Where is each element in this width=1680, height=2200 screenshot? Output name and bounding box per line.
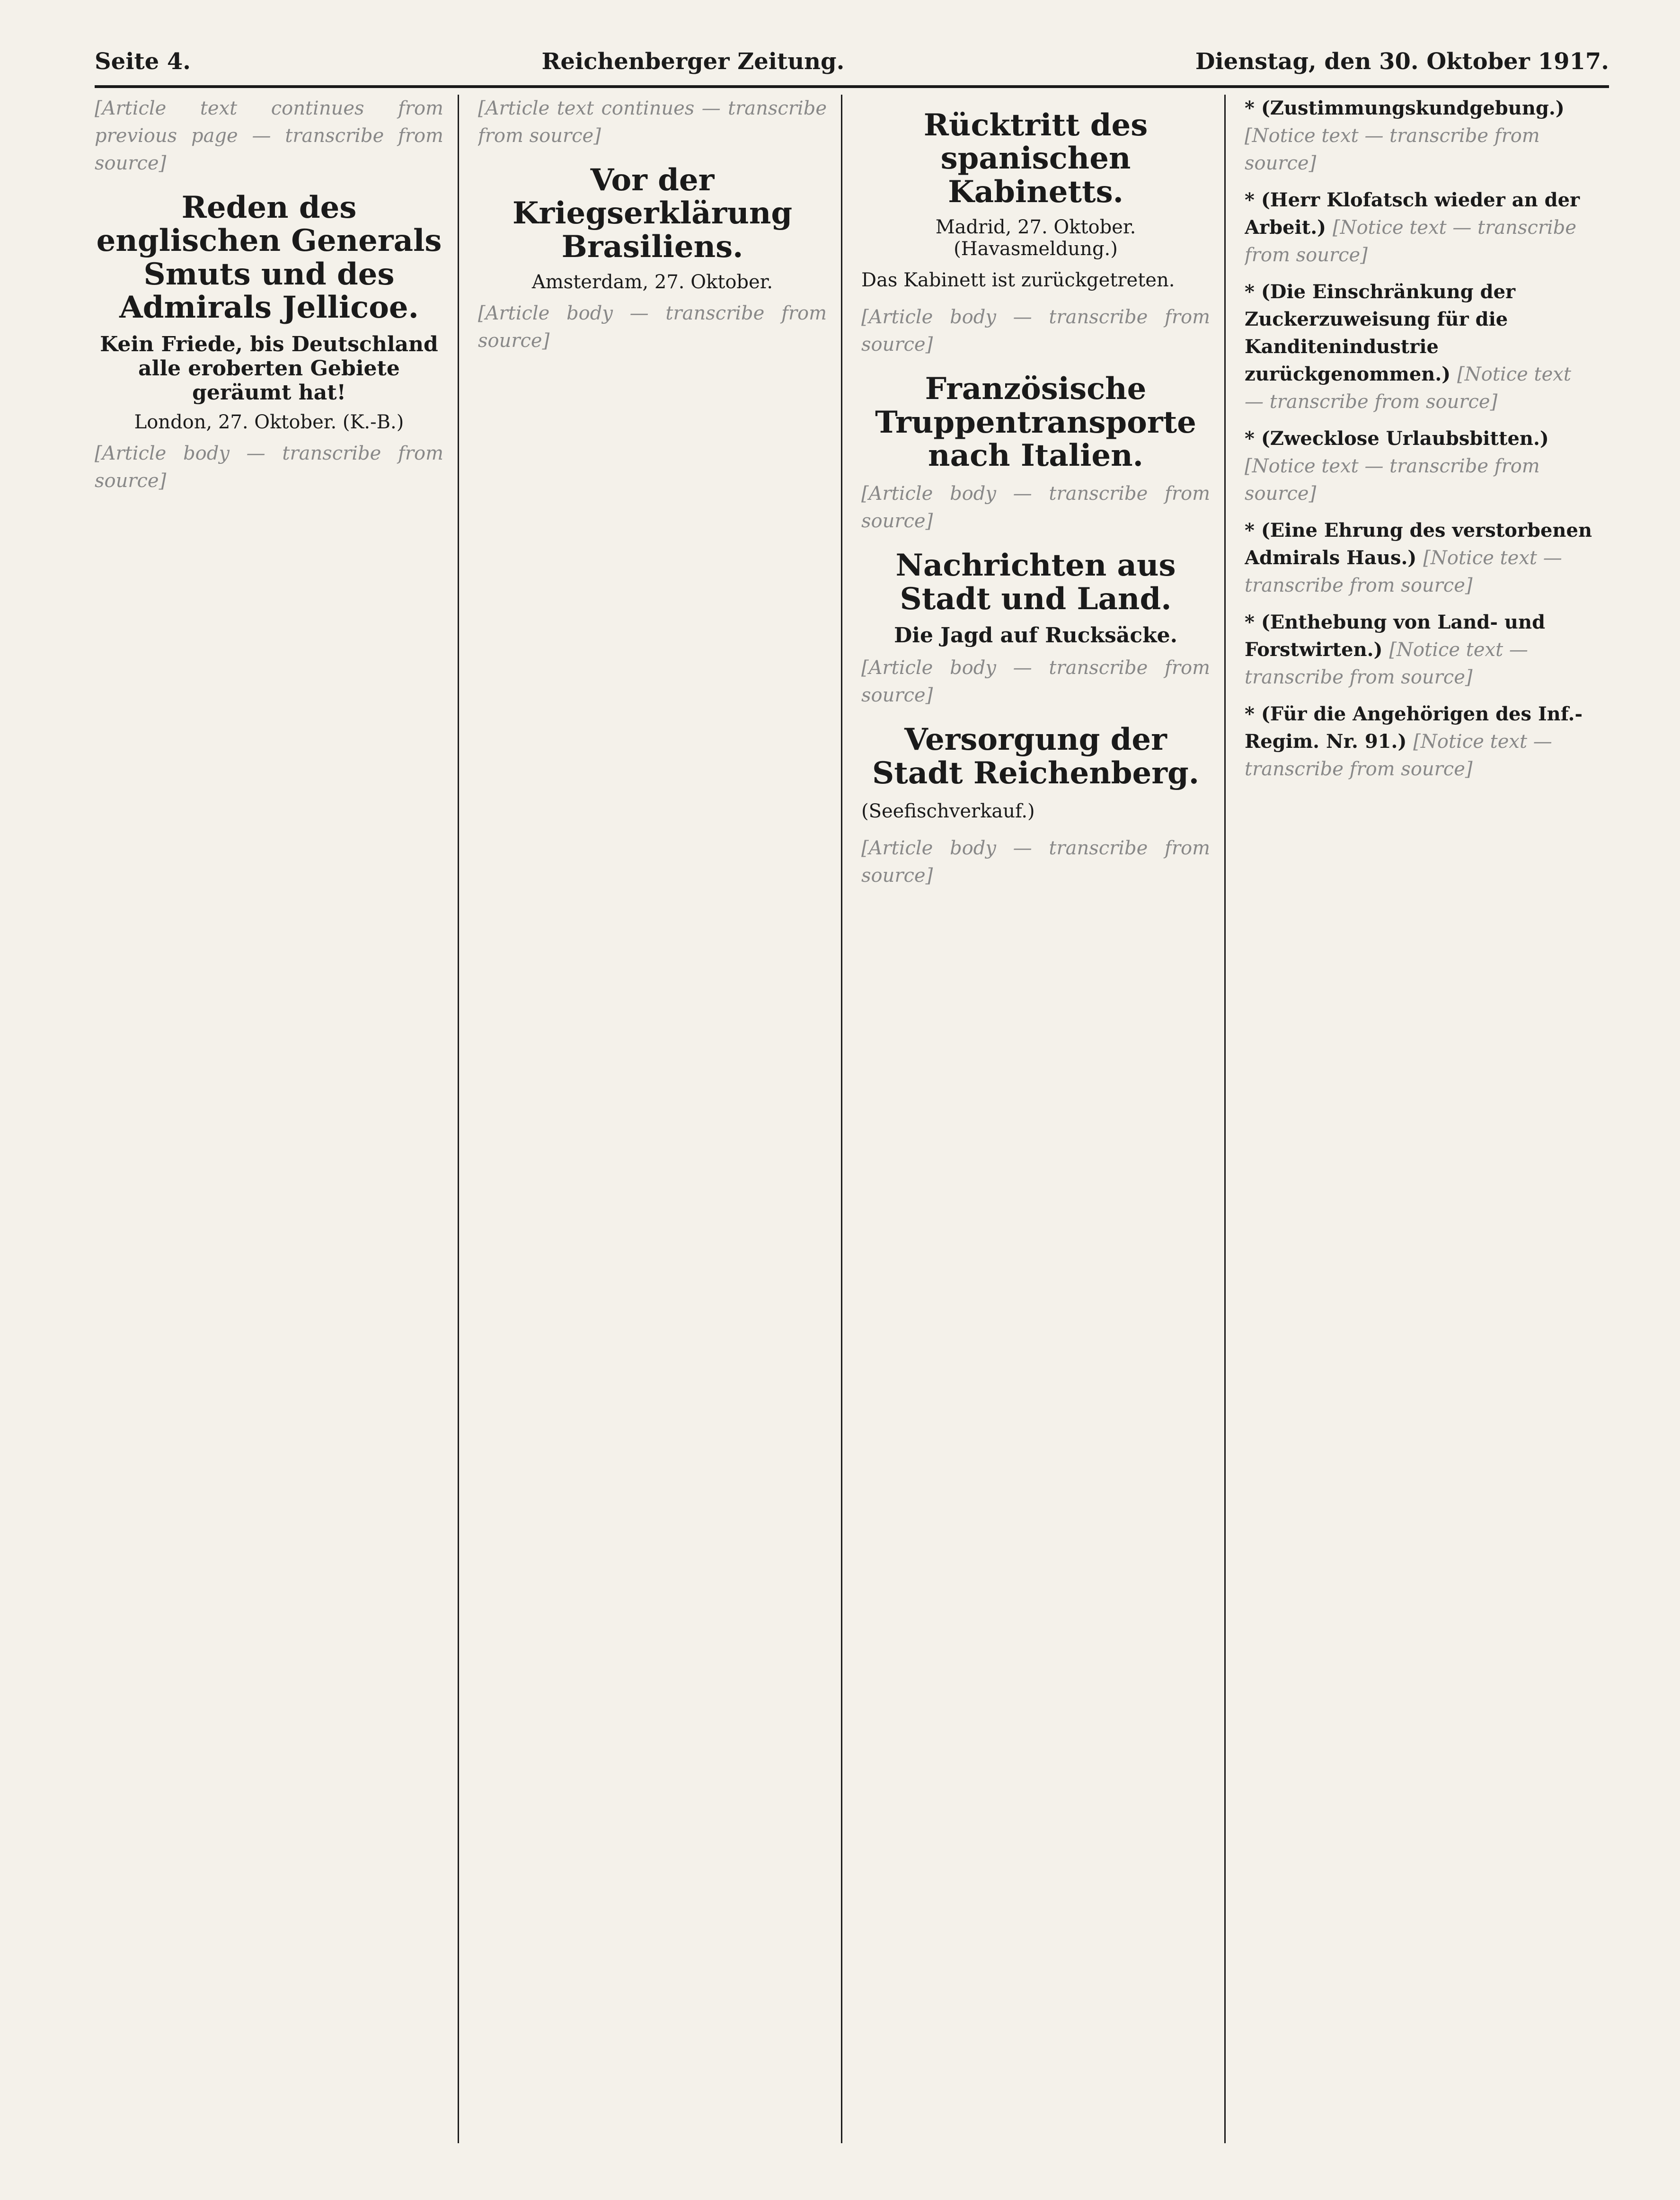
article-body-truppentransporte: [Article body — transcribe from source] <box>861 483 1210 532</box>
article-body-spanisches-kabinett: [Article body — transcribe from source] <box>861 306 1210 356</box>
columns <box>95 95 1609 2143</box>
local-notice-title: * (Für die Angehörigen des Inf.-Regim. Nr. 91.) <box>1245 703 1583 753</box>
headline-nachrichten: Nachrichten aus Stadt und Land. <box>895 548 1176 617</box>
local-notice-title: * (Zwecklose Urlaubsbitten.) <box>1245 427 1549 450</box>
local-notice-title: * (Die Einschränkung der Zuckerzuweisung für die Kanditenindustrie zurückgenommen.) <box>1245 281 1516 385</box>
local-notice <box>1245 95 1595 177</box>
article-body-brasilien: [Article body — transcribe from source] <box>478 302 827 352</box>
local-notice-title: * (Eine Ehrung des verstorbenen Admirals Haus.) <box>1245 519 1592 569</box>
headline-brasilien: Vor der Kriegserklärung Brasiliens. <box>512 162 793 265</box>
local-notice-text: [Notice text — transcribe from source] <box>1245 731 1552 780</box>
lead-spanisches-kabinett: Das Kabinett ist zurückgetreten. <box>861 269 1175 292</box>
local-notice <box>1245 517 1595 599</box>
article-body-rucksaecke: [Article body — transcribe from source] <box>861 657 1210 707</box>
local-notice <box>1245 186 1595 269</box>
local-notice-text: [Notice text — transcribe from source] <box>1245 125 1540 174</box>
issue-date: Dienstag, den 30. Oktober 1917. <box>1195 48 1609 75</box>
local-notice <box>1245 278 1595 416</box>
column-2 <box>478 95 842 2143</box>
local-notice-title: * (Enthebung von Land- und Forstwirten.) <box>1245 611 1546 661</box>
local-notice-text: [Notice text — transcribe from source] <box>1245 639 1528 688</box>
article-continuation: [Article text continues from previous page — transcribe from source] <box>95 98 443 174</box>
dateline-london: London, 27. Oktober. (K.-B.) <box>134 411 404 433</box>
dateline-madrid: Madrid, 27. Oktober. (Havasmeldung.) <box>935 216 1136 260</box>
headline-versorgung: Versorgung der Stadt Reichenberg. <box>872 722 1200 791</box>
page-number: Seite 4. <box>95 48 191 75</box>
subhead-smuts-jellicoe: Kein Friede, bis Deutschland alle eroberten Gebiete geräumt hat! <box>100 332 438 405</box>
local-notice-text: [Notice text — transcribe from source] <box>1245 364 1571 413</box>
local-notice-text: [Notice text — transcribe from source] <box>1245 455 1540 505</box>
headline-smuts-jellicoe: Reden des englischen Generals Smuts und des Admirals Jellicoe. <box>96 190 442 326</box>
article-continuation: [Article text continues — transcribe from source] <box>478 98 827 147</box>
local-notice-title: * (Zustimmungskundgebung.) <box>1245 97 1565 119</box>
local-notice <box>1245 425 1595 507</box>
newspaper-title: Reichenberger Zeitung. <box>541 48 845 75</box>
column-3 <box>861 95 1226 2143</box>
local-notice-title: * (Herr Klofatsch wieder an der Arbeit.) <box>1245 189 1580 239</box>
local-notice <box>1245 609 1595 691</box>
masthead <box>95 43 1609 80</box>
column-1 <box>95 95 459 2143</box>
masthead-rule <box>95 85 1609 88</box>
headline-spanisches-kabinett: Rücktritt des spanischen Kabinetts. <box>923 107 1148 210</box>
local-notice-text: [Notice text — transcribe from source] <box>1245 547 1562 596</box>
article-body-versorgung: [Article body — transcribe from source] <box>861 837 1210 887</box>
subhead-rucksaecke: Die Jagd auf Rucksäcke. <box>894 623 1177 648</box>
article-body-smuts-jellicoe: [Article body — transcribe from source] <box>95 442 443 492</box>
notice-seefisch: (Seefischverkauf.) <box>861 800 1035 822</box>
dateline-amsterdam: Amsterdam, 27. Oktober. <box>531 271 773 293</box>
local-notice <box>1245 701 1595 783</box>
headline-truppentransporte: Französische Truppentransporte nach Italien. <box>875 371 1196 473</box>
column-4 <box>1245 95 1609 2143</box>
local-notice-text: [Notice text — transcribe from source] <box>1245 217 1577 266</box>
